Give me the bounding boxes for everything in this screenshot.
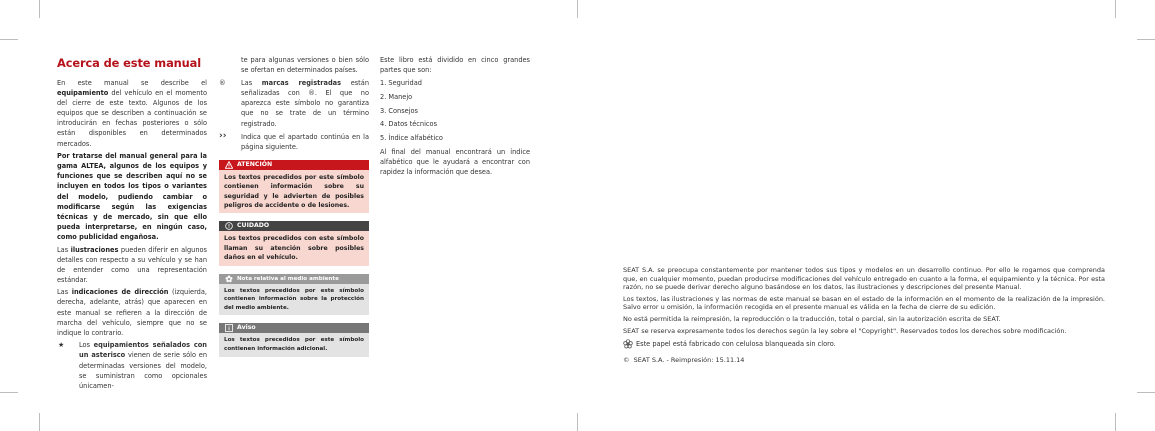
text-run: vienen de serie sólo en determinadas versiones del modelo, se suministran como opcionales únicamen- (79, 351, 207, 390)
crop-mark (39, 0, 40, 18)
environment-flower-icon (623, 339, 633, 349)
crop-mark (0, 392, 18, 393)
environment-box-header (219, 274, 369, 284)
crop-mark (1115, 0, 1116, 18)
text-run: Las (57, 245, 71, 254)
info-icon (225, 324, 233, 332)
text-run: Las (57, 288, 72, 297)
text-run: (izquierda, derecha, adelante, atrás) que aparecen en este manual se refieren a la dirección de marcha del vehículo, siempre que no se indique lo contrario. (57, 288, 208, 337)
crop-mark (577, 0, 578, 18)
warning-box (219, 160, 369, 214)
double-chevron-icon: ›› (219, 130, 227, 141)
environment-box-title: Nota relativa al medio ambiente (237, 275, 339, 282)
paper-note (623, 339, 1105, 349)
bold-paragraph: Por tratarse del manual general para la gama ALTEA, algunos de los equipos y funciones que se describen aquí no se incluyen en todos los tipos o variantes del modelo, pudiendo cambiar o modificarse según las exigencias técnicas y de mercado, sin que ello pueda interpretarse, en ningún caso, como publicidad engañosa. (57, 152, 207, 241)
info-box-title: Aviso (237, 324, 256, 332)
paragraph-direccion (57, 287, 207, 337)
environment-box (219, 274, 369, 316)
reprint-note: No está permitida la reimpresión, la reproducción o la traducción, total o parcial, sin la autorización escrita de SEAT. (623, 314, 1001, 323)
list-item: 5. Índice alfabético (380, 133, 443, 142)
copyright-line (623, 356, 1105, 365)
crop-mark (1115, 413, 1116, 431)
information-validity-note: Los textos, las ilustraciones y las normas de este manual se basan en el estado de la información en el momento de la realización de la impresión. Salvo error u omisión, la información recogida en el presente manual es válida en la fecha de cierre de su edición. (623, 294, 1105, 312)
environment-box-body: Los textos precedidos por este símbolo contienen información sobre la protección del medio ambiente. (219, 284, 369, 316)
index-note: Al final del manual encontrará un índice alfabético que le ayudará a encontrar con rapidez la información que desea. (380, 147, 530, 176)
registered-trademark-note (219, 78, 369, 128)
bold-term: indicaciones de dirección (71, 288, 169, 297)
text-run: pueden diferir en algunos detalles con respecto a su vehículo y se han de entender como una representación estándar. (57, 245, 207, 284)
warning-box-header (219, 160, 369, 170)
text-run: Los (79, 341, 94, 350)
paragraph-equipamiento (57, 78, 207, 149)
crop-mark (1137, 392, 1155, 393)
parts-intro: Este libro está dividido en cinco grandes partes que son: (380, 56, 530, 75)
caution-box (219, 221, 369, 265)
continues-next-page-note (219, 132, 369, 152)
list-item: 2. Manejo (380, 92, 413, 101)
copyright-notes (623, 266, 1105, 368)
caution-box-title: CUIDADO (237, 222, 270, 230)
info-box-header (219, 323, 369, 333)
bold-term: marcas registradas (261, 79, 342, 88)
asterisk-icon: ★ (58, 341, 65, 350)
text-run: En este manual se describe el (57, 79, 207, 87)
copyright-rights-note: SEAT se reserva expresamente todos los derechos según la ley sobre el "Copyright". Reservados todos los derechos sobre modificación. (623, 326, 1067, 335)
list-item: 4. Datos técnicos (380, 120, 438, 129)
asterisk-note (57, 340, 207, 390)
text-run: Las (241, 79, 262, 88)
environment-flower-icon (225, 275, 233, 283)
text-run: están señalizadas con ®. El que no aparezca este símbolo no garantiza que no se trate de un término registrado. (241, 79, 369, 128)
list-item: 3. Consejos (380, 106, 418, 115)
crop-mark (577, 413, 578, 431)
page-title: Acerca de este manual (57, 56, 202, 70)
text-run: Indica que el apartado continúa en la página siguiente. (241, 132, 369, 151)
crop-mark (0, 39, 18, 40)
list-item: 1. Seguridad (380, 79, 422, 88)
warning-box-body: Los textos precedidos por este símbolo contienen información sobre su seguridad y le advierten de posibles peligros de accidente o de lesiones. (219, 170, 369, 214)
info-box (219, 323, 369, 356)
continued-text: te para algunas versiones o bien sólo se ofertan en determinados países. (241, 56, 369, 75)
caution-box-header (219, 221, 369, 231)
development-note: SEAT S.A. se preocupa constantemente por mantener todos sus tipos y modelos en un desarrollo continuo. Por ello le rogamos que comprenda que, en cualquier momento, puedan producirse modificaciones del vehículo entregado en cuanto a la forma, el equipamiento y la técnica. Por esta razón, no se puede derivar derecho alguno basándose en los datos, las ilustraciones y descripciones del presente Manual. (623, 266, 1105, 292)
bold-term: equipamientos señalados con un asterisco (79, 341, 207, 360)
paper-note-text: Este papel está fabricado con celulosa blanqueada sin cloro. (636, 340, 836, 349)
paragraph-gama-altea (57, 151, 207, 242)
column-3 (380, 55, 530, 180)
bold-term: equipamiento (57, 89, 109, 98)
text-run: del vehículo en el momento del cierre de este texto. Algunos de los equipos que se describen a continuación se introducirán en fechas posteriores o sólo están disponibles en determinados mercados. (57, 89, 207, 148)
crop-mark (39, 413, 40, 431)
info-box-body: Los textos precedidos por este símbolo contienen información adicional. (219, 333, 369, 356)
warning-triangle-icon (225, 161, 233, 169)
caution-circle-icon (225, 222, 233, 230)
copyright-icon: © (623, 356, 630, 365)
paragraph-ilustraciones (57, 245, 207, 285)
column-1 (57, 78, 207, 394)
crop-mark (1137, 39, 1155, 40)
registered-icon: ® (219, 79, 226, 88)
caution-box-body: Los textos precedidos con este símbolo llaman su atención sobre posibles daños en el vehículo. (219, 231, 369, 265)
column-2 (219, 55, 369, 357)
warning-box-title: ATENCIÓN (237, 160, 273, 168)
bold-term: ilustraciones (70, 245, 119, 254)
copyright-text: SEAT S.A. - Reimpresión: 15.11.14 (633, 356, 745, 365)
